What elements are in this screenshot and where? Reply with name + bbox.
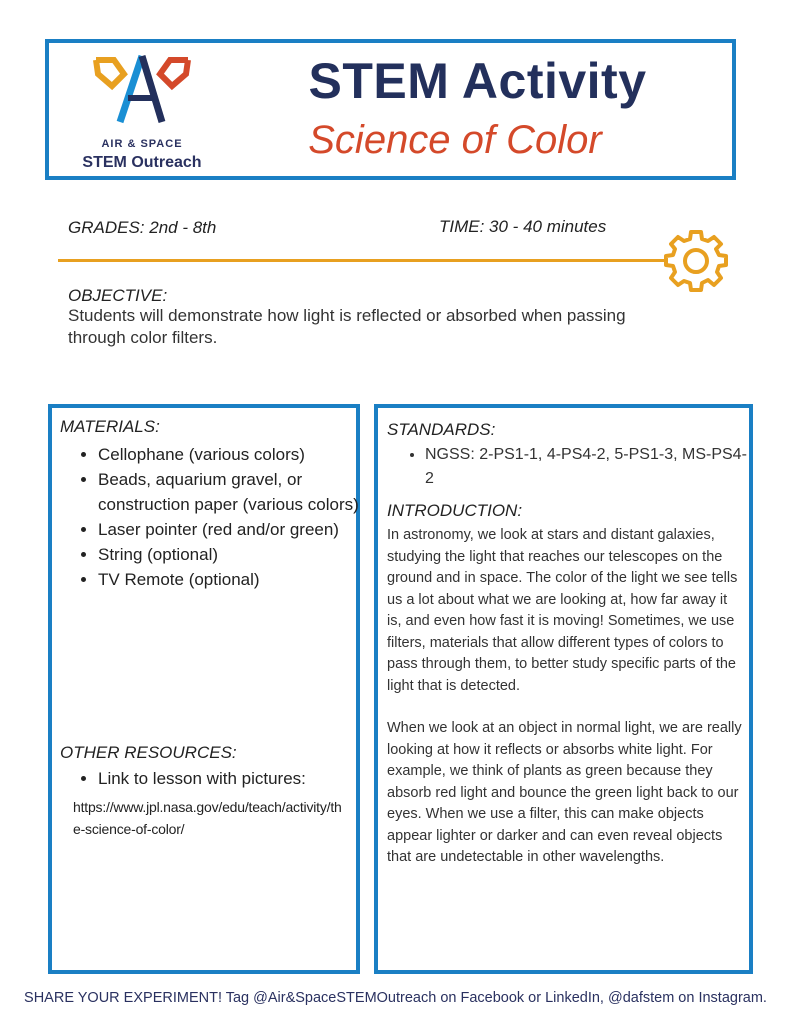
list-item: • Laser pointer (red and/or green) — [98, 517, 368, 542]
logo-text-air-space: AIR & SPACE — [101, 138, 183, 150]
page-subtitle: Science of Color — [308, 118, 602, 162]
introduction-text — [387, 525, 743, 890]
materials-heading: MATERIALS: — [60, 417, 160, 436]
divider-line — [58, 259, 668, 262]
logo-text-stem-outreach: STEM Outreach — [82, 154, 202, 171]
time-label: TIME: 30 - 40 minutes — [439, 217, 607, 236]
objective-text: Students will demonstrate how light is reflected or absorbed when passing through color filters. — [68, 306, 626, 347]
list-item: • Beads, aquarium gravel, or construction paper (various colors) — [98, 467, 368, 517]
page-title: STEM Activity — [308, 53, 647, 109]
standards-heading: STANDARDS: — [387, 420, 496, 439]
introduction-heading: INTRODUCTION: — [387, 501, 523, 520]
lesson-link[interactable]: https://www.jpl.nasa.gov/edu/teach/activity/the-science-of-color/ — [73, 799, 342, 837]
air-space-logo-icon — [62, 52, 222, 138]
grades-label: GRADES: 2nd - 8th — [68, 218, 217, 237]
footer-text: SHARE YOUR EXPERIMENT! Tag @Air&SpaceSTEMOutreach on Facebook or LinkedIn, @dafstem on Instagram. — [24, 990, 767, 1006]
resources-heading: OTHER RESOURCES: — [60, 743, 237, 762]
air-space-logo — [62, 52, 222, 178]
list-item: • Cellophane (various colors) — [98, 442, 368, 467]
objective-heading: OBJECTIVE: — [68, 286, 168, 305]
materials-list — [78, 442, 368, 592]
gear-icon — [664, 228, 728, 292]
list-item: • String (optional) — [98, 542, 368, 567]
introduction-paragraph: When we look at an object in normal light, we are really looking at how it reflects or absorbs white light. For example, we think of plants as green because they absorb red light and bounce the green light back to our eyes. When we use a filter, this can make objects appear lighter or darker and can even reveal objects that are undetectable in other wavelengths. — [387, 720, 742, 865]
list-item: • TV Remote (optional) — [98, 567, 368, 592]
list-item: • NGSS: 2-PS1-1, 4-PS4-2, 5-PS1-3, MS-PS4-2 — [425, 443, 755, 491]
list-item: • Link to lesson with pictures: — [98, 768, 368, 790]
standards-list — [405, 443, 755, 491]
introduction-paragraph: In astronomy, we look at stars and distant galaxies, studying the light that reaches our telescopes on the ground and in space. The color of the light we see tells us a lot about what we are looking at, how far away it is, and even how fast it is moving! Sometimes, we use filters, materials that allow different types of colors to pass through them, to better study specific parts of the light that is detected. — [387, 527, 738, 694]
resources-list — [78, 768, 368, 790]
